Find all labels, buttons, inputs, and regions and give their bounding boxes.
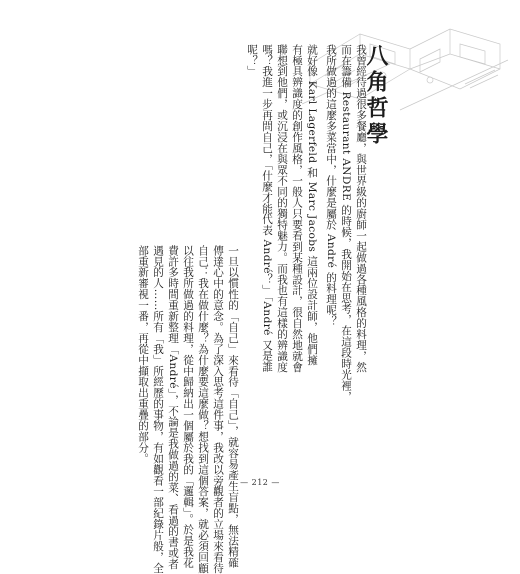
text-column: 遇見的人……所有「我」所經歷的事物，有如觀看一部紀錄片般，全 (152, 245, 164, 574)
text-column: 一旦以慣性的「自己」來看待「自己」，就容易產生盲點，無法精確 (227, 245, 239, 569)
text-column: 呢？」 (246, 44, 258, 77)
text-column: 費許多時間重新整理「André」，不論是我做過的菜、看過的書或者 (167, 245, 179, 570)
page-number: — 212 — (240, 478, 280, 487)
text-column: 以往我所做過的料理，從中歸納出一個屬於我的「邏輯」。於是我花 (182, 245, 194, 569)
text-column: 嗎？我進一步再問自己，「什麼才能代表 André？」「André 又是誰 (261, 44, 273, 373)
chapter-title: 八角哲學 (363, 44, 389, 148)
text-column: 自己：我在做什麼？為什麼要這麼做？想找到這個答案，就必須回顧 (197, 245, 209, 574)
text-column: 我曾經待過很多餐廳，與世界級的廚師一起做過各種風格的料理，然 (355, 44, 367, 373)
text-column: 而在籌備 Restaurant ANDRE 的時候，我開始在思考，在這段時光裡， (340, 44, 352, 402)
text-column: 部重新審視一番，再從中擷取出重疊的部分。 (137, 245, 149, 464)
text-column: 就好像 Karl Lagerfeld 和 Marc Jacobs 這兩位設計師，他們擁 (306, 44, 318, 366)
text-column: 聯想到他們，或沉浸在與眾不同的獨特魅力。而我也有這樣的辨識度 (276, 44, 288, 373)
text-column: 我所做過的這麼多菜當中，什麼是屬於 André 的料理呢？ (325, 44, 337, 327)
text-column: 傳達心中的意念。為了深入思考這件事，我改以旁觀者的立場來看待 (212, 245, 224, 574)
text-column: 有極具辨識度的創作風格，一般人只要看到某種設計，很自然地就會 (291, 44, 303, 373)
